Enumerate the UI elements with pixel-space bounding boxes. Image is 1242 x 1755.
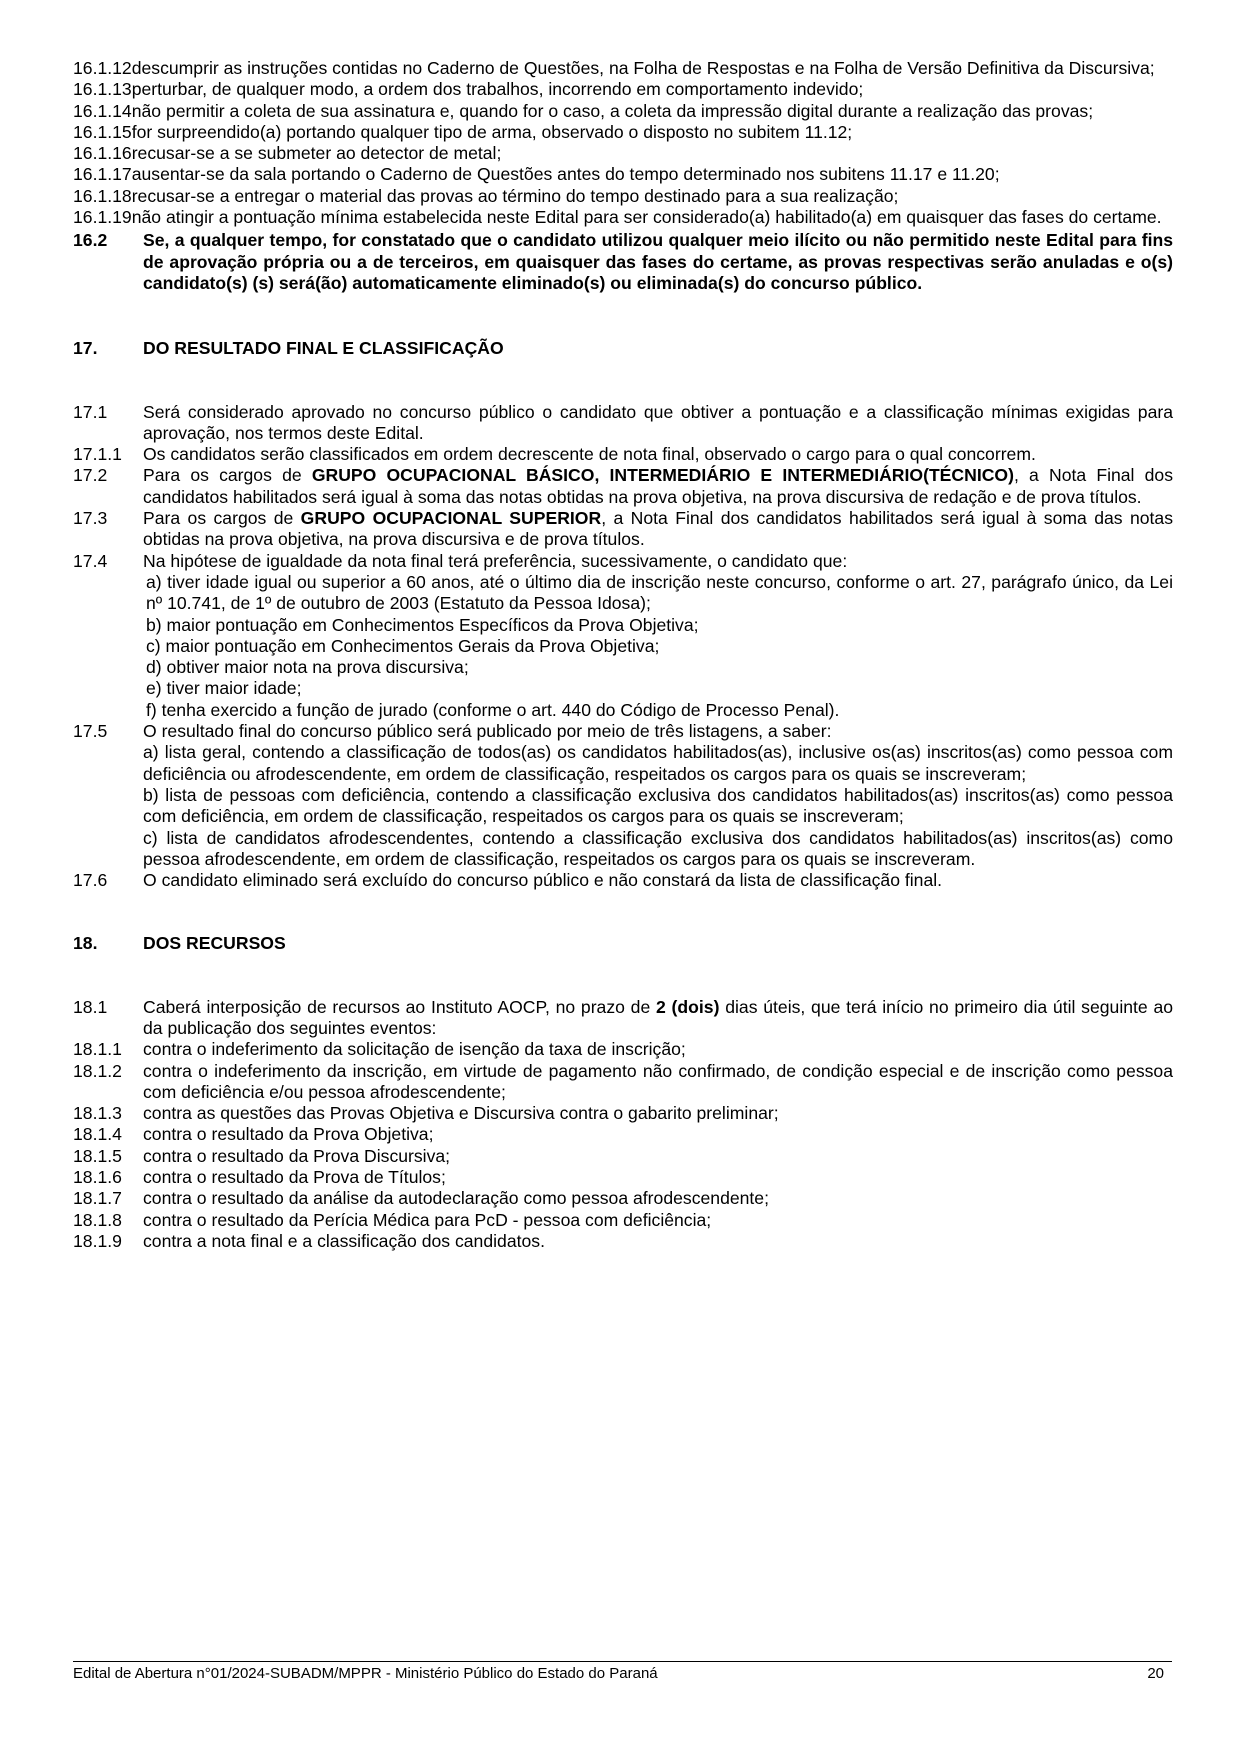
item-number: 17.1 (73, 401, 108, 422)
list-item (73, 1146, 1173, 1167)
item-text: recusar-se a entregar o material das provas ao término do tempo destinado para a sua realização; (131, 185, 899, 206)
result-list-item: a) lista geral, contendo a classificação de todos(as) os candidatos habilitados(as), inclusive os(as) inscritos(as) como pessoa com deficiência ou afrodescendente, em ordem de classificação, respeitados os cargos para os quais se inscreveram; (143, 742, 1173, 784)
footer-divider (73, 1661, 1172, 1662)
list-item (73, 186, 1173, 207)
result-list-item: b) lista de pessoas com deficiência, contendo a classificação exclusiva dos candidatos habilitados(as) inscritos(as) como pessoa com deficiência, em ordem de classificação, respeitados os cargos para os quais se inscreveram; (143, 784, 1173, 827)
item-number: 16.1.15 (73, 121, 132, 142)
item-text: contra o indeferimento da solicitação de isenção da taxa de inscrição; (143, 1039, 686, 1060)
section-title: DOS RECURSOS (143, 933, 286, 954)
item-16-2 (73, 230, 1173, 294)
list-item (73, 58, 1173, 79)
criterion: b) maior pontuação em Conhecimentos Específicos da Prova Objetiva; (146, 614, 699, 635)
item-text: O candidato eliminado será excluído do concurso público e não constará da lista de classificação final. (143, 870, 943, 891)
item-18-1 (73, 997, 1173, 1040)
item-number: 18.1.1 (73, 1039, 122, 1060)
list-item (73, 164, 1173, 185)
item-number: 16.1.16 (73, 143, 132, 164)
item-number: 18.1.8 (73, 1209, 122, 1230)
result-list-item: c) lista de candidatos afrodescendentes, contendo a classificação exclusiva dos candidatos habilitados(as) inscritos(as) como pessoa afrodescendente, em ordem de classificação, respeitados os cargos para os quais se inscreveram. (143, 827, 1173, 869)
item-number: 18.1.9 (73, 1230, 122, 1251)
item-17-6 (73, 870, 1173, 891)
list-item (73, 101, 1173, 122)
list-item (73, 122, 1173, 143)
bold-text-run: GRUPO OCUPACIONAL SUPERIOR (300, 508, 602, 529)
criterion: a) tiver idade igual ou superior a 60 anos, até o último dia de inscrição neste concurso, conforme o art. 27, parágrafo único, da Lei nº 10.741, de 1º de outubro de 2003 (Estatuto da Pessoa Idosa); (146, 571, 1173, 614)
item-text: não permitir a coleta de sua assinatura e, quando for o caso, a coleta da impressão digital durante a realização das provas; (131, 100, 1094, 121)
item-text: O resultado final do concurso público será publicado por meio de três listagens, a saber: (143, 721, 832, 742)
item-text: contra o resultado da Prova de Títulos; (143, 1167, 446, 1188)
item-text: contra o resultado da análise da autodeclaração como pessoa afrodescendente; (143, 1188, 769, 1209)
item-text: contra as questões das Provas Objetiva e Discursiva contra o gabarito preliminar; (143, 1103, 779, 1124)
criterion: e) tiver maior idade; (146, 678, 302, 699)
item-number: 18.1.5 (73, 1145, 122, 1166)
list-item (73, 1210, 1173, 1231)
item-number: 17.3 (73, 508, 108, 529)
list-item (73, 207, 1173, 228)
item-text: não atingir a pontuação mínima estabelecida neste Edital para ser considerado(a) habilitado(a) em quaisquer das fases do certame. (131, 207, 1162, 228)
item-number: 18.1.7 (73, 1188, 122, 1209)
list-item (73, 1039, 1173, 1060)
list-16-1 (73, 58, 1173, 228)
bold-text-run: 2 (dois) (656, 996, 720, 1017)
item-text: recusar-se a se submeter ao detector de metal; (131, 143, 502, 164)
item-number: 18.1.3 (73, 1103, 122, 1124)
item-number: 18.1 (73, 996, 108, 1017)
text-run: Para os cargos de (143, 465, 312, 486)
item-17-5 (73, 721, 1173, 742)
item-17-4 (73, 551, 1173, 572)
text-run: , a Nota Final dos candidatos habilitados será igual à soma das notas obtidas na prova objetiva, na prova discursiva e de prova títulos. (143, 508, 1173, 550)
item-text: for surpreendido(a) portando qualquer tipo de arma, observado o disposto no subitem 11.12; (131, 121, 853, 142)
section-number: 18. (73, 933, 98, 954)
item-text: contra a nota final e a classificação dos candidatos. (143, 1230, 545, 1251)
section-number: 17. (73, 338, 98, 359)
text-run: , a Nota Final dos candidatos habilitados será igual à soma das notas obtidas na prova objetiva, na prova discursiva de redação e de prova títulos. (143, 465, 1173, 507)
footer-document-title: Edital de Abertura n°01/2024-SUBADM/MPPR - Ministério Público do Estado do Paraná (73, 1665, 658, 1682)
item-number: 17.1.1 (73, 444, 122, 465)
appeal-events-list (73, 1039, 1173, 1252)
item-number: 16.1.14 (73, 100, 132, 121)
item-text: Os candidatos serão classificados em ordem decrescente de nota final, observado o cargo para o qual concorrem. (143, 444, 1036, 465)
item-text: contra o resultado da Prova Discursiva; (143, 1145, 451, 1166)
item-number: 18.1.2 (73, 1060, 122, 1081)
item-17-1 (73, 402, 1173, 445)
list-item (73, 1167, 1173, 1188)
item-number: 18.1.6 (73, 1167, 122, 1188)
item-number: 16.2 (73, 230, 108, 251)
bold-text-run: GRUPO OCUPACIONAL BÁSICO, INTERMEDIÁRIO E INTERMEDIÁRIO(TÉCNICO) (311, 465, 1014, 486)
list-item (73, 1231, 1173, 1252)
item-text (143, 465, 1173, 508)
item-17-2 (73, 465, 1173, 508)
item-text: descumprir as instruções contidas no Caderno de Questões, na Folha de Respostas e na Folha de Versão Definitiva da Discursiva; (131, 58, 1155, 78)
item-17-1-1 (73, 444, 1173, 465)
item-number: 16.1.13 (73, 79, 132, 100)
section-heading-17 (73, 338, 1173, 359)
item-number: 17.5 (73, 721, 108, 742)
item-text: contra o resultado da Perícia Médica para PcD - pessoa com deficiência; (143, 1209, 712, 1230)
list-item (73, 1103, 1173, 1124)
item-number: 17.4 (73, 550, 108, 571)
item-number: 17.2 (73, 465, 108, 486)
item-text: Será considerado aprovado no concurso público o candidato que obtiver a pontuação e a classificação mínimas exigidas para aprovação, nos termos deste Edital. (143, 401, 1173, 443)
item-text: perturbar, de qualquer modo, a ordem dos trabalhos, incorrendo em comportamento indevido; (131, 79, 864, 100)
list-item (73, 143, 1173, 164)
criterion: f) tenha exercido a função de jurado (conforme o art. 440 do Código de Processo Penal). (146, 699, 840, 720)
item-text: ausentar-se da sala portando o Caderno de Questões antes do tempo determinado nos subitens 11.17 e 11.20; (131, 164, 1000, 185)
list-item (73, 1188, 1173, 1209)
tiebreak-criteria (73, 572, 1173, 721)
item-text: contra o resultado da Prova Objetiva; (143, 1124, 434, 1145)
list-item (73, 1061, 1173, 1104)
item-text (143, 997, 1173, 1040)
document-page (73, 58, 1173, 1252)
item-number: 16.1.18 (73, 185, 132, 206)
item-text: Se, a qualquer tempo, for constatado que o candidato utilizou qualquer meio ilícito ou não permitido neste Edital para fins de aprovação própria ou a de terceiros, em quaisquer das fases do certame, as provas respectivas serão anuladas e o(s) candidato(s) (s) será(ão) automaticamente eliminado(s) ou eliminada(s) do concurso público. (143, 230, 1173, 293)
criterion: d) obtiver maior nota na prova discursiva; (146, 657, 469, 678)
section-title: DO RESULTADO FINAL E CLASSIFICAÇÃO (143, 338, 504, 359)
item-number: 16.1.19 (73, 207, 132, 228)
text-run: Caberá interposição de recursos ao Instituto AOCP, no prazo de (143, 996, 657, 1017)
page-number: 20 (1147, 1665, 1164, 1682)
list-item (73, 1124, 1173, 1145)
page-footer (73, 1665, 1172, 1682)
text-run: Para os cargos de (143, 508, 301, 529)
criterion: c) maior pontuação em Conhecimentos Gerais da Prova Objetiva; (146, 635, 660, 656)
text-run: dias úteis, que terá início no primeiro dia útil seguinte ao da publicação dos seguintes eventos: (143, 996, 1174, 1038)
item-text (143, 508, 1173, 551)
item-number: 16.1.12 (73, 58, 132, 78)
list-item (73, 79, 1173, 100)
result-lists (73, 742, 1173, 870)
section-heading-18 (73, 933, 1173, 954)
item-number: 16.1.17 (73, 164, 132, 185)
item-number: 18.1.4 (73, 1124, 122, 1145)
item-text: Na hipótese de igualdade da nota final terá preferência, sucessivamente, o candidato que: (143, 550, 848, 571)
item-number: 17.6 (73, 870, 108, 891)
item-17-3 (73, 508, 1173, 551)
item-text: contra o indeferimento da inscrição, em virtude de pagamento não confirmado, de condição especial e de inscrição como pessoa com deficiência e/ou pessoa afrodescendente; (143, 1060, 1173, 1102)
